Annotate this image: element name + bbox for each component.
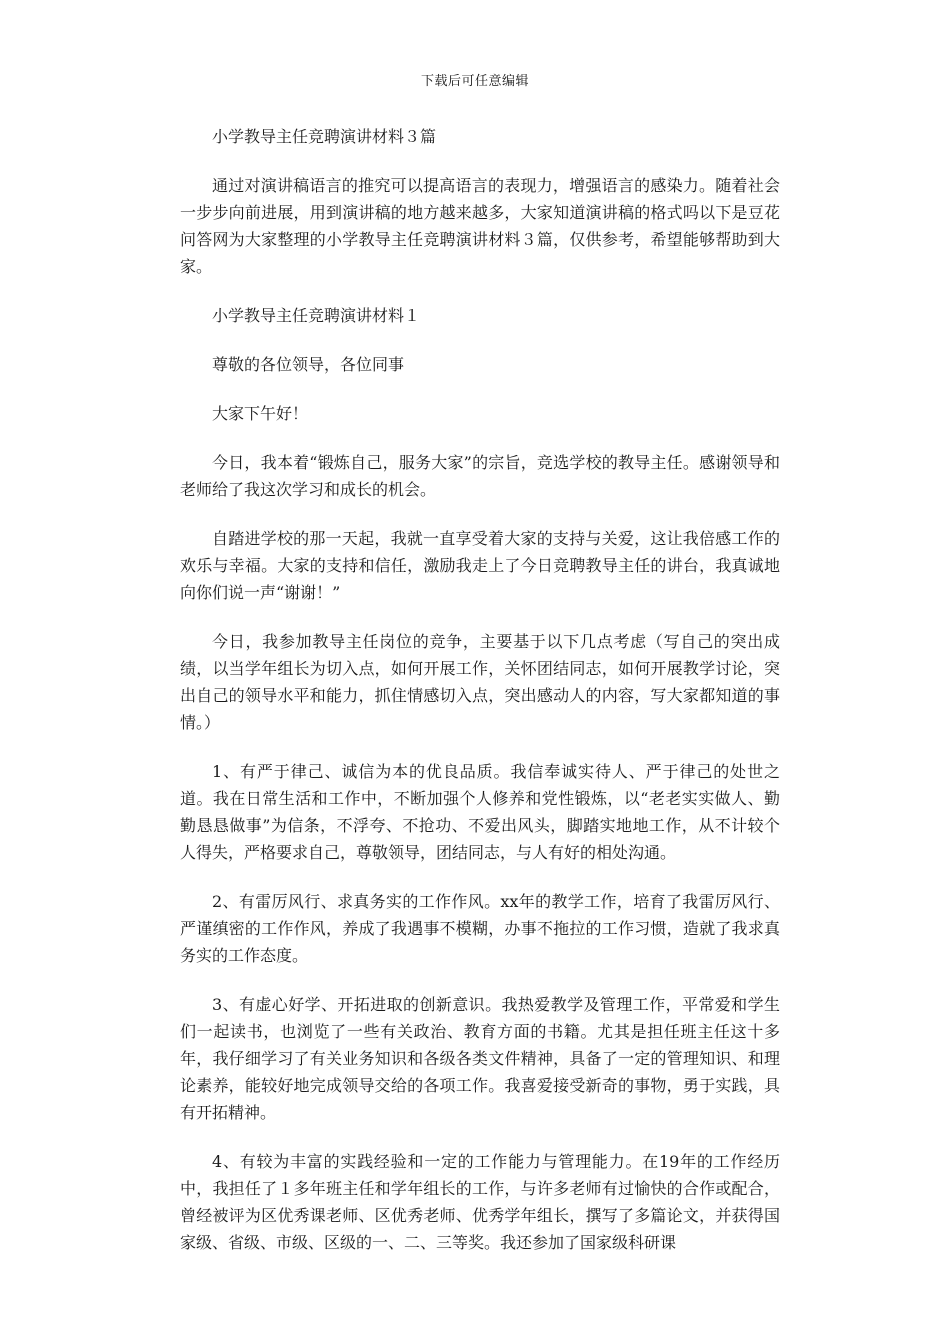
body-paragraph: 今日，我参加教导主任岗位的竞争，主要基于以下几点考虑（写自己的突出成绩，以当学年组长为切入点，如何开展工作，关怀团结同志，如何开展教学讨论，突出自己的领导水平和能力，抓住情感切入点，突出感动人的内容，写大家都知道的事情。） [180, 632, 780, 732]
point-paragraph-2: 2、有雷厉风行、求真务实的工作作风。xx年的教学工作，培育了我雷厉风行、严谨缜密的工作作风，养成了我遇事不模糊，办事不拖拉的工作习惯，造就了我求真务实的工作态度。 [180, 892, 780, 965]
point-paragraph-4: 4、有较为丰富的实践经验和一定的工作能力与管理能力。在19年的工作经历中，我担任了１多年班主任和学年组长的工作，与许多老师有过愉快的合作或配合，曾经被评为区优秀课老师、区优秀老师、优秀学年组长，撰写了多篇论文，并获得国家级、省级、市级、区级的一、二、三等奖。我还参加了国家级科研课 [180, 1152, 780, 1252]
document-title: 小学教导主任竞聘演讲材料３篇 [212, 127, 437, 146]
greeting: 大家下午好！ [212, 404, 309, 423]
point-paragraph-1: 1、有严于律己、诚信为本的优良品质。我信奉诚实待人、严于律己的处世之道。我在日常生活和工作中，不断加强个人修养和党性锻炼，以“老老实实做人、勤勤恳恳做事”为信条，不浮夸、不抢功、不爱出风头，脚踏实地地工作，从不计较个人得失，严格要求自己，尊敬领导，团结同志，与人有好的相处沟通。 [180, 762, 780, 862]
intro-paragraph: 通过对演讲稿语言的推究可以提高语言的表现力，增强语言的感染力。随着社会一步步向前进展，用到演讲稿的地方越来越多，大家知道演讲稿的格式吗以下是豆花问答网为大家整理的小学教导主任竞聘演讲材料３篇，仅供参考，希望能够帮助到大家。 [180, 176, 780, 276]
document-body [180, 123, 780, 1278]
body-paragraph: 自踏进学校的那一天起，我就一直享受着大家的支持与关爱，这让我倍感工作的欢乐与幸福。大家的支持和信任，激励我走上了今日竞聘教导主任的讲台，我真诚地向你们说一声“谢谢！” [180, 529, 780, 602]
page-header-note: 下载后可任意编辑 [420, 74, 529, 89]
point-paragraph-3: 3、有虚心好学、开拓进取的创新意识。我热爱教学及管理工作，平常爱和学生们一起读书，也浏览了一些有关政治、教育方面的书籍。尤其是担任班主任这十多年，我仔细学习了有关业务知识和各级各类文件精神，具备了一定的管理知识、和理论素养，能较好地完成领导交给的各项工作。我喜爱接受新奇的事物，勇于实践，具有开拓精神。 [180, 995, 780, 1122]
section-heading: 小学教导主任竞聘演讲材料１ [212, 306, 421, 325]
salutation: 尊敬的各位领导，各位同事 [212, 355, 405, 374]
body-paragraph: 今日，我本着“锻炼自己，服务大家”的宗旨，竞选学校的教导主任。感谢领导和老师给了我这次学习和成长的机会。 [180, 453, 780, 499]
